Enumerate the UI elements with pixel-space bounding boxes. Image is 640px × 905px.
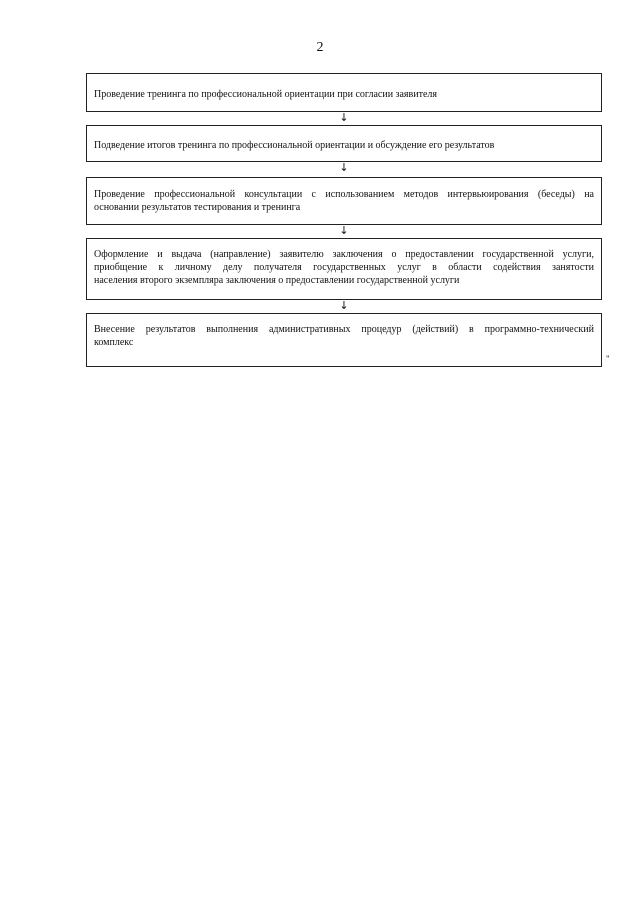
down-arrow-icon: ↓ <box>339 299 349 312</box>
step-2-line-1: Подведение итогов тренинга по профессиональной ориентации и обсуждение его результатов <box>94 140 495 151</box>
flowchart-step-2 <box>86 125 602 162</box>
down-arrow-icon: ↓ <box>339 111 349 124</box>
down-arrow-icon: ↓ <box>339 224 349 237</box>
page-number: 2 <box>316 40 324 55</box>
flowchart-step-5 <box>86 313 602 367</box>
step-4-line-2: приобщение к личному делу получателя государственных услуг в области содействия занятости <box>94 262 594 273</box>
flowchart-step-4 <box>86 238 602 300</box>
step-3-line-2: основании результатов тестирования и тренинга <box>94 202 301 213</box>
step-3-line-1: Проведение профессиональной консультации с использованием методов интервьюирования (беседы) на <box>94 189 594 200</box>
closing-quote-mark: " <box>606 354 610 364</box>
step-5-line-1: Внесение результатов выполнения административных процедур (действий) в программно-технический <box>94 324 594 335</box>
step-5-line-2: комплекс <box>94 337 134 348</box>
flowchart-step-3 <box>86 177 602 225</box>
flowchart-step-1 <box>86 73 602 112</box>
step-4-line-1: Оформление и выдача (направление) заявителю заключения о предоставлении государственной услуги, <box>94 249 594 260</box>
step-4-line-3: населения второго экземпляра заключения о предоставлении государственной услуги <box>94 275 460 286</box>
step-1-line-1: Проведение тренинга по профессиональной ориентации при согласии заявителя <box>94 89 438 100</box>
down-arrow-icon: ↓ <box>339 161 349 174</box>
